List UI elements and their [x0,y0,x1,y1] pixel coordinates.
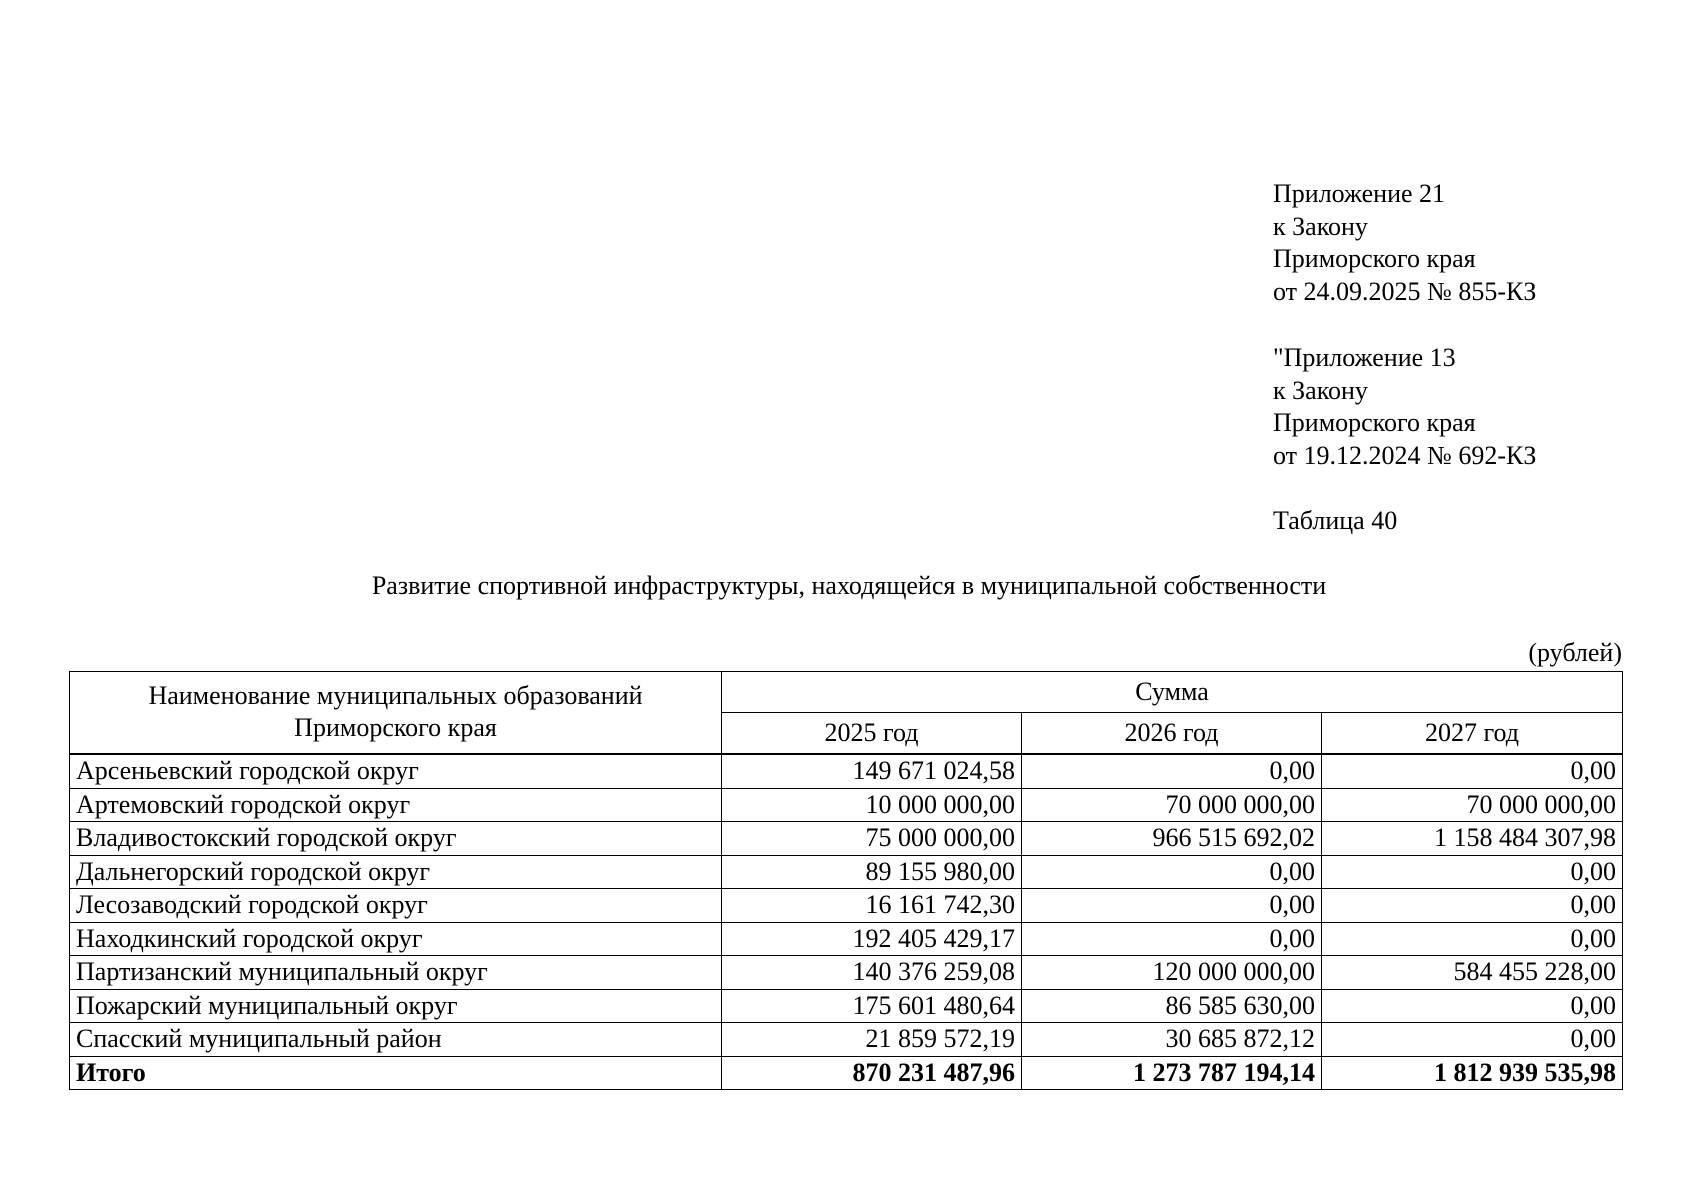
row-2027: 70 000 000,00 [1322,788,1623,822]
table-row [70,755,1623,789]
total-2026: 1 273 787 194,14 [1022,1056,1322,1090]
table-row [70,1023,1623,1057]
row-2025: 89 155 980,00 [722,855,1022,889]
row-2027: 0,00 [1322,889,1623,923]
header-municipality-line-2: Приморского края [294,713,497,742]
row-2027: 584 455 228,00 [1322,956,1623,990]
header-sum: Сумма [722,672,1623,713]
appendix-current-line-2: к Закону [1273,211,1368,241]
document-title: Развитие спортивной инфраструктуры, находящейся в муниципальной собственности [371,571,1327,600]
row-2025: 75 000 000,00 [722,822,1022,856]
row-2025: 140 376 259,08 [722,956,1022,990]
total-2025: 870 231 487,96 [722,1056,1022,1090]
row-2027: 0,00 [1322,1023,1623,1057]
unit-note: (рублей) [1528,638,1622,667]
row-name: Находкинский городской округ [70,922,722,956]
appendix-original-line-1: "Приложение 13 [1273,343,1456,372]
row-name: Лесозаводский городской округ [70,889,722,923]
appendix-original-line-4: от 19.12.2024 № 692-КЗ [1273,440,1537,470]
table-header-row [70,672,1623,713]
appendix-current-reference [1273,178,1536,308]
row-2025: 175 601 480,64 [722,989,1022,1023]
header-year-2027: 2027 год [1322,713,1623,754]
row-name: Пожарский муниципальный округ [70,989,722,1023]
header-year-2026: 2026 год [1022,713,1322,754]
appendix-original-reference [1273,342,1536,472]
funding-table [69,671,1623,1090]
table-number: Таблица 40 [1273,506,1398,535]
appendix-original-line-2: к Закону [1273,375,1368,405]
row-2027: 0,00 [1322,989,1623,1023]
row-name: Партизанский муниципальный округ [70,956,722,990]
row-2027: 0,00 [1322,922,1623,956]
table-row [70,788,1623,822]
row-2025: 16 161 742,30 [722,889,1022,923]
row-2025: 149 671 024,58 [722,755,1022,789]
row-2026: 0,00 [1022,855,1322,889]
row-2027: 0,00 [1322,855,1623,889]
table-row [70,889,1623,923]
row-2027: 0,00 [1322,755,1623,789]
table-row [70,989,1623,1023]
header-year-2025: 2025 год [722,713,1022,754]
row-2026: 120 000 000,00 [1022,956,1322,990]
row-name: Спасский муниципальный район [70,1023,722,1057]
table-row [70,922,1623,956]
row-2026: 0,00 [1022,755,1322,789]
row-2025: 10 000 000,00 [722,788,1022,822]
appendix-current-line-4: от 24.09.2025 № 855-КЗ [1273,276,1537,306]
row-name: Арсеньевский городской округ [70,755,722,789]
row-2026: 70 000 000,00 [1022,788,1322,822]
row-name: Дальнегорский городской округ [70,855,722,889]
appendix-current-line-1: Приложение 21 [1273,179,1446,208]
header-municipality-line-1: Наименование муниципальных образований [148,681,643,710]
table-row [70,822,1623,856]
table-row [70,855,1623,889]
row-name: Владивостокский городской округ [70,822,722,856]
table-row [70,956,1623,990]
row-name: Артемовский городской округ [70,788,722,822]
row-2027: 1 158 484 307,98 [1322,822,1623,856]
row-2025: 192 405 429,17 [722,922,1022,956]
row-2026: 0,00 [1022,922,1322,956]
row-2026: 0,00 [1022,889,1322,923]
row-2026: 86 585 630,00 [1022,989,1322,1023]
appendix-original-line-3: Приморского края [1273,408,1476,437]
row-2026: 30 685 872,12 [1022,1023,1322,1057]
header-municipality [70,672,722,754]
total-2027: 1 812 939 535,98 [1322,1056,1623,1090]
table-total-row [70,1056,1623,1090]
row-2026: 966 515 692,02 [1022,822,1322,856]
appendix-current-line-3: Приморского края [1273,244,1476,273]
total-label: Итого [70,1056,722,1090]
row-2025: 21 859 572,19 [722,1023,1022,1057]
